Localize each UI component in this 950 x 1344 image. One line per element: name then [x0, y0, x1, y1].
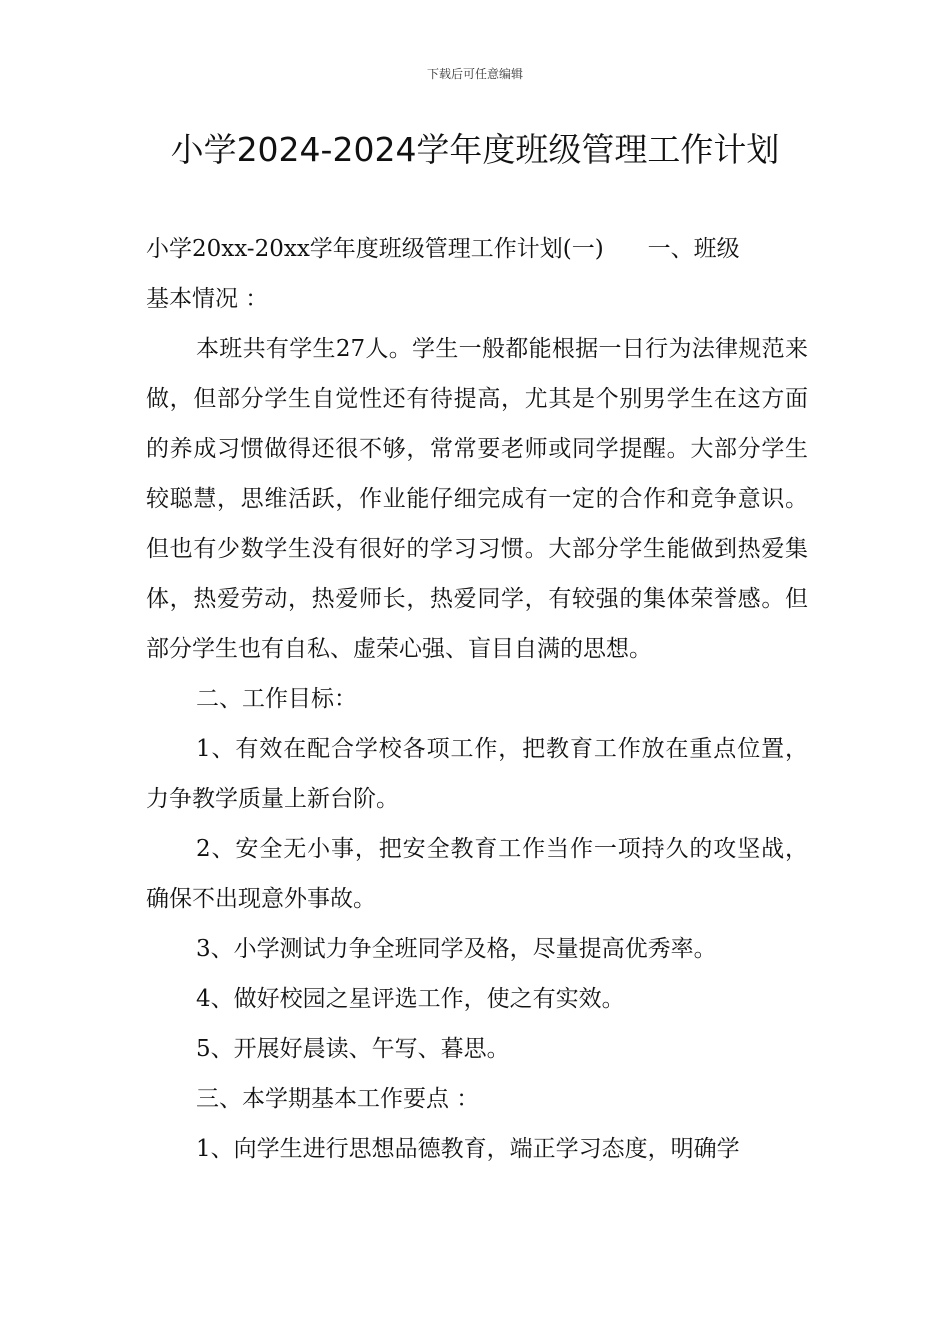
paragraph-intro-line-2: 基本情况 ：	[146, 286, 269, 312]
goal-item-2: 2、安全无小事，把安全教育工作当作一项持久的攻坚战，确保不出现意外事故。	[146, 836, 808, 912]
goal-item-5: 5、开展好晨读、午写、暮思。	[196, 1036, 510, 1062]
header-note: 下载后可任意编辑	[426, 67, 523, 81]
goal-item-4: 4、做好校园之星评选工作，使之有实效。	[196, 986, 625, 1012]
paragraph-class-situation: 本班共有学生27人。学生一般都能根据一日行为法律规范来做，但部分学生自觉性还有待提高，尤其是个别男学生在这方面的养成习惯做得还很不够，常常要老师或同学提醒。大部分学生较聪慧，思维活跃，作业能仔细完成有一定的合作和竞争意识。但也有少数学生没有很好的学习习惯。大部分学生能做到热爱集体，热爱劳动，热爱师长，热爱同学，有较强的集体荣誉感。但部分学生也有自私、虚荣心强、盲目自满的思想。	[146, 336, 808, 662]
goal-item-3: 3、小学测试力争全班同学及格，尽量提高优秀率。	[196, 936, 717, 962]
goal-item-1: 1、有效在配合学校各项工作，把教育工作放在重点位置，力争教学质量上新台阶。	[146, 736, 808, 812]
heading-work-goals: 二、工作目标：	[196, 686, 357, 712]
paragraph-intro-line-1: 小学20xx-20xx学年度班级管理工作计划(一) 一、班级	[146, 236, 740, 262]
heading-work-points: 三、本学期基本工作要点 ：	[196, 1086, 480, 1112]
work-point-item-1: 1、向学生进行思想品德教育，端正学习态度，明确学	[196, 1136, 740, 1162]
document-title: 小学2024-2024学年度班级管理工作计划	[170, 130, 780, 169]
document-body	[146, 224, 808, 1174]
